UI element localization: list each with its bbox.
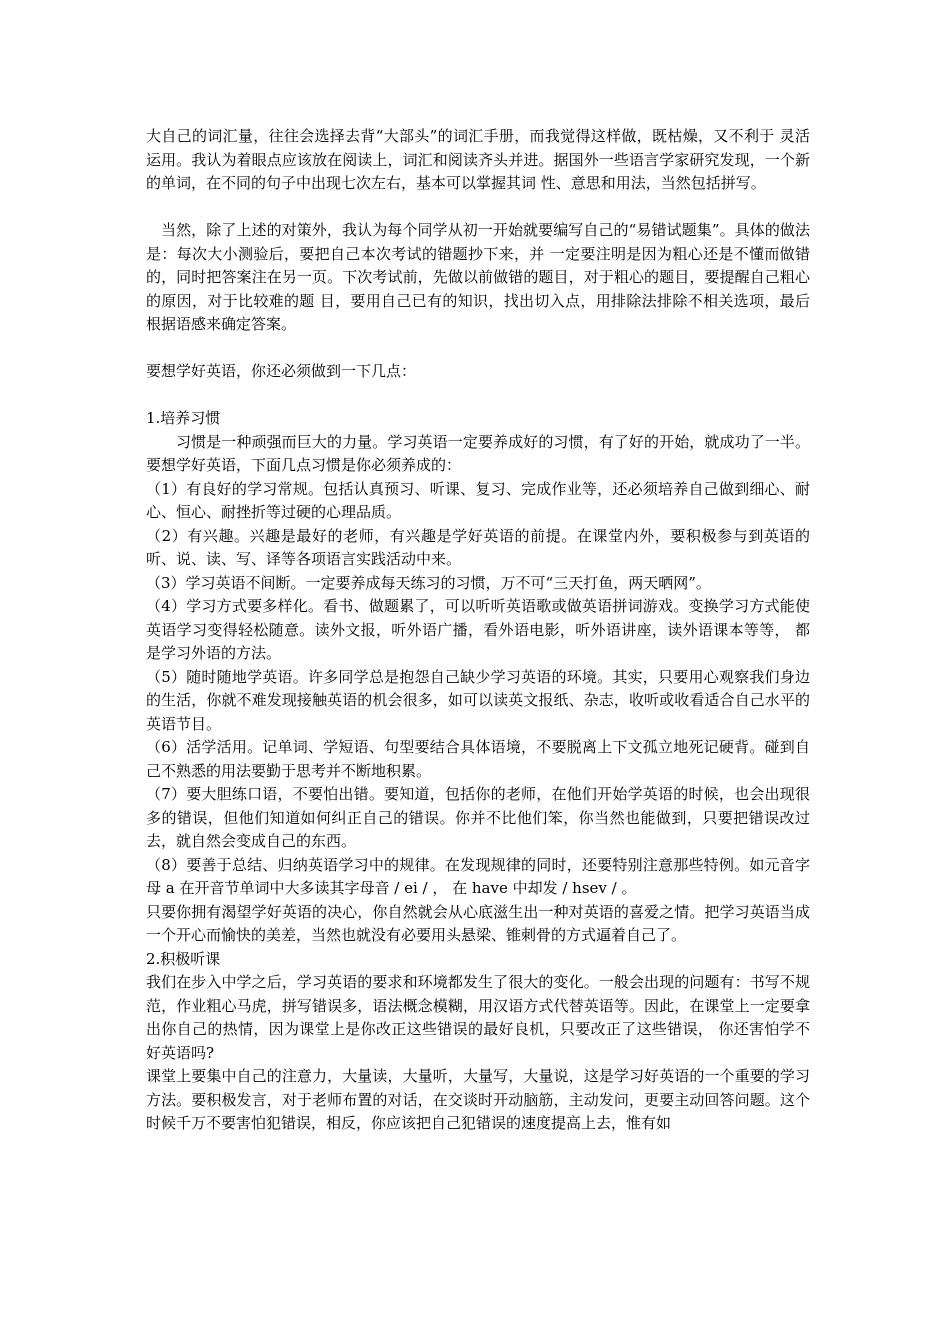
list-item-habit-7: （7）要大胆练口语，不要怕出错。要知道，包括你的老师，在他们开始学英语的时候，也会出现很多的错误，但他们知道如何纠正自己的错误。你并不比他们笨，你当然也能做到，只要把错误改过去，就自然会变成自己的东西。 — [146, 785, 810, 850]
section-heading-habits: 1.培养习惯 — [146, 409, 221, 427]
list-item-habit-6: （6）活学活用。记单词、学短语、句型要结合具体语境，不要脱离上下文孤立地死记硬背。碰到自己不熟悉的用法要勤于思考并不断地积累。 — [146, 738, 810, 780]
paragraph-gap — [146, 384, 810, 408]
list-item-habit-4: （4）学习方式要多样化。看书、做题累了，可以听听英语歌或做英语拼词游戏。变换学习方式能使英语学习变得轻松随意。读外文报，听外语广播，看外语电影，听外语讲座，读外语课本等等， 都是学习外语的方法。 — [146, 597, 810, 662]
list-item-habit-3: （3）学习英语不间断。一定要养成每天练习的习惯，万不可“三天打鱼，两天晒网”。 — [146, 573, 711, 592]
list-item-habit-5: （5）随时随地学英语。许多同学总是抱怨自己缺少学习英语的环境。其实，只要用心观察我们身边的生活，你就不难发现接触英语的机会很多，如可以读英文报纸、杂志，收听或收看适合自己水平的英语节目。 — [146, 667, 810, 733]
paragraph-error-collection: 当然，除了上述的对策外，我认为每个同学从初一开始就要编写自己的“易错试题集”。具体的做法是：每次大小测验后，要把自己本次考试的错题抄下来，并 一定要注明是因为粗心还是不懂而做错的，同时把答案注在另一页。下次考试前，先做以前做错的题目，对于粗心的题目，要提醒自己粗心的原因，对于比较难的题 目，要用自己已有的知识，找出切入点，用排除法排除不相关选项，最后根据语感来确定答案。 — [146, 221, 810, 333]
paragraph-gap — [146, 337, 810, 361]
paragraph-classroom-focus: 课堂上要集中自己的注意力，大量读，大量听，大量写，大量说，这是学习好英语的一个重要的学习方法。要积极发言，对于老师布置的对话，在交谈时开动脑筋，主动发问，更要主动回答问题。这个时候千万不要害怕犯错误，相反，你应该把自己犯错误的速度提高上去，惟有如 — [146, 1067, 810, 1132]
paragraph-listening-problems: 我们在步入中学之后，学习英语的要求和环境都发生了很大的变化。一般会出现的问题有：书写不规范，作业粗心马虎，拼写错误多，语法概念模糊，用汉语方式代替英语等。因此，在课堂上一定要拿出你自己的热情，因为课堂上是你改正这些错误的最好良机，只要改正了这些错误， 你还害怕学不好英语吗? — [146, 973, 810, 1062]
paragraph-vocabulary: 大自己的词汇量，往往会选择去背“大部头”的词汇手册，而我觉得这样做，既枯燥，又不利于 灵活运用。我认为着眼点应该放在阅读上，词汇和阅读齐头并进。据国外一些语言学家研究发现，一个新的单词，在不同的句子中出现七次左右，基本可以掌握其词 性、意思和用法，当然包括拼写。 — [146, 127, 810, 192]
document-page — [146, 125, 810, 1136]
paragraph-intro-points: 要想学好英语，你还必须做到一下几点： — [146, 362, 417, 380]
list-item-habit-8: （8）要善于总结、归纳英语学习中的规律。在发现规律的同时，还要特别注意那些特例。如元音字母 a 在开音节单词中大多读其字母音 / ei / ， 在 have 中却发 / hsev / 。 — [146, 855, 810, 897]
list-item-habit-2: （2）有兴趣。兴趣是最好的老师，有兴趣是学好英语的前提。在课堂内外，要积极参与到英语的听、说、读、写、译等各项语言实践活动中来。 — [146, 526, 810, 568]
section-heading-listening: 2.积极听课 — [146, 949, 221, 968]
paragraph-determination: 只要你拥有渴望学好英语的决心，你自然就会从心底滋生出一种对英语的喜爱之情。把学习英语当成一个开心而愉快的美差，当然也就没有必要用头悬梁、锥刺骨的方式逼着自己了。 — [146, 902, 810, 944]
paragraph-habits-intro: 习惯是一种顽强而巨大的力量。学习英语一定要养成好的习惯，有了好的开始，就成功了一半。要想学好英语，下面几点习惯是你必须养成的： — [146, 432, 810, 474]
paragraph-gap — [146, 196, 810, 220]
list-item-habit-1: （1）有良好的学习常规。包括认真预习、听课、复习、完成作业等，还必须培养自己做到细心、耐心、恒心、耐挫折等过硬的心理品质。 — [146, 479, 810, 521]
